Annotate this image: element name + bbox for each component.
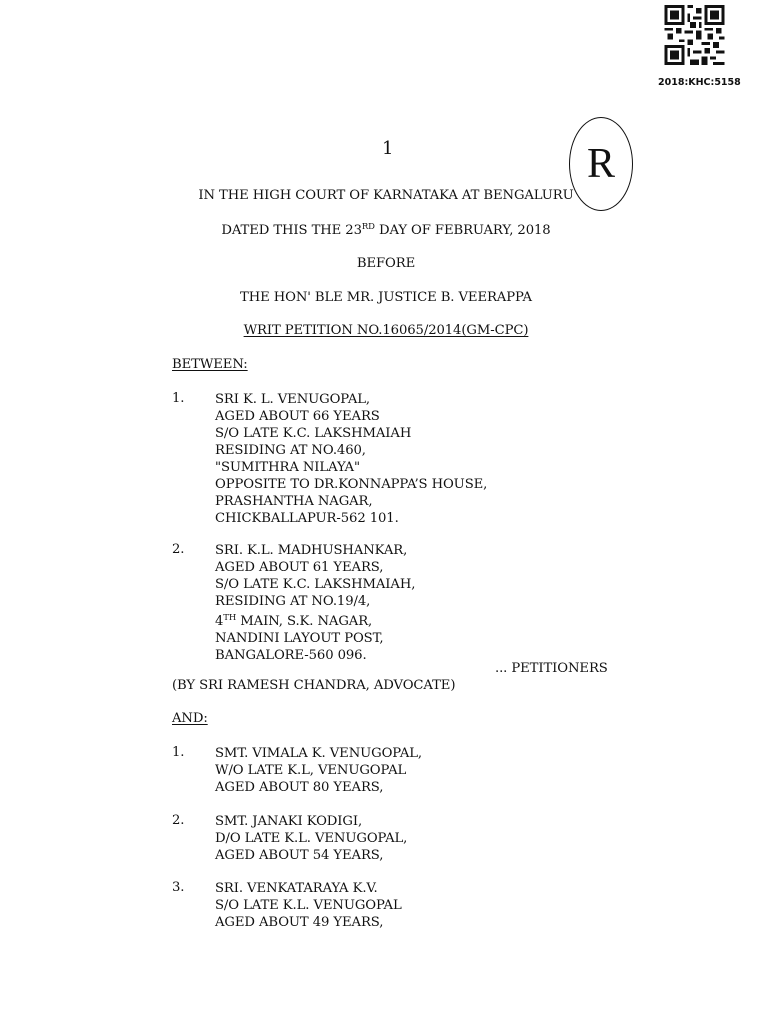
petitioner-2-line5-suffix: MAIN, S.K. NAGAR, bbox=[236, 614, 373, 629]
petitioner-2-line: RESIDING AT NO.19/4, bbox=[215, 594, 371, 609]
petitioner-2-line: S/O LATE K.C. LAKSHMAIAH, bbox=[215, 577, 416, 592]
petitioner-1-line: AGED ABOUT 66 YEARS bbox=[215, 409, 380, 424]
case-title-text: WRIT PETITION NO.16065/2014(GM-CPC) bbox=[243, 323, 529, 338]
respondent-3-line: AGED ABOUT 49 YEARS, bbox=[215, 915, 384, 930]
petitioner-1-line: PRASHANTHA NAGAR, bbox=[215, 494, 373, 509]
respondent-1-details bbox=[215, 745, 422, 796]
petitioner-1-line: S/O LATE K.C. LAKSHMAIAH bbox=[215, 426, 412, 441]
petitioner-1-details bbox=[215, 391, 487, 527]
petitioner-2-line: NANDINI LAYOUT POST, bbox=[215, 631, 384, 646]
petitioner-2-line: SRI. K.L. MADHUSHANKAR, bbox=[215, 543, 408, 558]
petitioner-2-details bbox=[215, 542, 415, 664]
date-superscript: RD bbox=[361, 222, 375, 232]
between-label: BETWEEN: bbox=[172, 357, 248, 372]
respondent-2-line: SMT. JANAKI KODIGI, bbox=[215, 814, 363, 829]
petitioner-1-line: RESIDING AT NO.460, bbox=[215, 443, 366, 458]
citation-number: 2018:KHC:5158 bbox=[658, 77, 741, 88]
petitioner-2-line: BANGALORE-560 096. bbox=[215, 648, 367, 663]
respondent-1-number: 1. bbox=[172, 745, 185, 760]
judgment-date bbox=[0, 222, 768, 238]
judge-name: THE HON' BLE MR. JUSTICE B. VEERAPPA bbox=[240, 290, 532, 305]
petitioner-1-number: 1. bbox=[172, 391, 185, 406]
case-title bbox=[0, 323, 768, 338]
date-suffix: DAY OF FEBRUARY, 2018 bbox=[374, 223, 551, 238]
before-label: BEFORE bbox=[356, 256, 416, 271]
and-label: AND: bbox=[172, 711, 208, 726]
petitioner-1-line: CHICKBALLAPUR-562 101. bbox=[215, 511, 399, 526]
petitioner-2-number: 2. bbox=[172, 542, 185, 557]
respondent-2-number: 2. bbox=[172, 813, 185, 828]
page-number: 1 bbox=[382, 138, 394, 159]
respondent-1-line: W/O LATE K.L, VENUGOPAL bbox=[215, 763, 407, 778]
respondent-3-line: SRI. VENKATARAYA K.V. bbox=[215, 881, 378, 896]
date-prefix: DATED THIS THE 23 bbox=[221, 223, 362, 238]
petitioner-1-line: "SUMITHRA NILAYA" bbox=[215, 460, 360, 475]
respondent-1-line: AGED ABOUT 80 YEARS, bbox=[215, 780, 384, 795]
petitioner-2-line: AGED ABOUT 61 YEARS, bbox=[215, 560, 384, 575]
respondent-2-line: AGED ABOUT 54 YEARS, bbox=[215, 848, 384, 863]
petitioner-1-line: SRI K. L. VENUGOPAL, bbox=[215, 392, 371, 407]
advocate-line: (BY SRI RAMESH CHANDRA, ADVOCATE) bbox=[172, 678, 456, 693]
respondent-2-details bbox=[215, 813, 407, 864]
reportable-letter: R bbox=[586, 141, 615, 187]
court-name: IN THE HIGH COURT OF KARNATAKA AT BENGALURU bbox=[198, 188, 574, 203]
petitioner-2-line5-superscript: TH bbox=[223, 613, 237, 623]
respondent-3-number: 3. bbox=[172, 880, 185, 895]
respondent-2-line: D/O LATE K.L. VENUGOPAL, bbox=[215, 831, 408, 846]
respondent-3-details bbox=[215, 880, 402, 931]
petitioner-2-line5-number: 4 bbox=[215, 614, 224, 629]
petitioner-2-line bbox=[215, 610, 415, 630]
respondent-3-line: S/O LATE K.L. VENUGOPAL bbox=[215, 898, 402, 913]
respondent-1-line: SMT. VIMALA K. VENUGOPAL, bbox=[215, 746, 423, 761]
petitioners-label: ... PETITIONERS bbox=[495, 661, 608, 676]
qr-code-icon bbox=[663, 5, 726, 65]
petitioner-1-line: OPPOSITE TO DR.KONNAPPA’S HOUSE, bbox=[215, 477, 488, 492]
